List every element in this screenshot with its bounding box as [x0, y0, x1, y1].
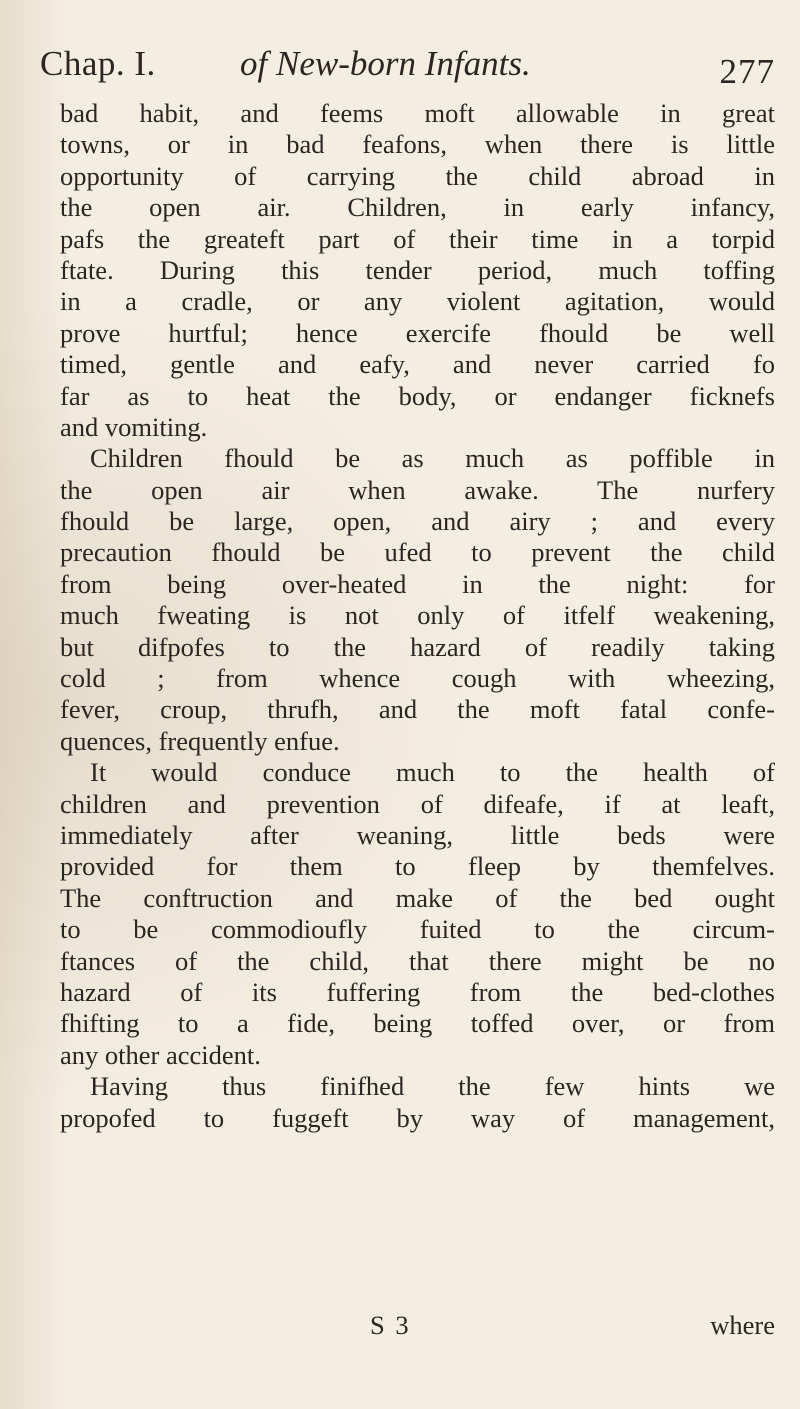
- text-line: The conftruction and make of the bed ought: [60, 882, 775, 913]
- text-line: prove hurtful; hence exercife fhould be well: [60, 317, 775, 348]
- text-line: the open air. Children, in early infancy,: [60, 192, 775, 223]
- text-line: much fweating is not only of itfelf weakening,: [60, 600, 775, 631]
- text-line: provided for them to fleep by themfelves.: [60, 851, 775, 882]
- text-line: fhould be large, open, and airy ; and every: [60, 506, 775, 537]
- text-line: bad habit, and feems moft allowable in great: [60, 98, 775, 128]
- text-line: quences, frequently enfue.: [60, 725, 340, 756]
- body-text: [60, 98, 775, 1134]
- text-line: to be commodioufly fuited to the circum-: [60, 914, 775, 945]
- text-line: far as to heat the body, or endanger ficknefs: [60, 380, 775, 411]
- text-line: opportunity of carrying the child abroad in: [60, 160, 775, 191]
- catchword: where: [710, 1310, 775, 1340]
- page-footer: [60, 1308, 775, 1348]
- signature-mark: S 3: [370, 1310, 411, 1340]
- text-line: but difpofes to the hazard of readily taking: [60, 631, 775, 662]
- text-line: fhifting to a fide, being toffed over, or from: [60, 1008, 775, 1039]
- text-line: ftances of the child, that there might be no: [60, 945, 775, 976]
- text-line: from being over-heated in the night: for: [60, 568, 775, 599]
- chapter-label: Chap. I.: [40, 44, 156, 83]
- text-line: It would conduce much to the health of: [90, 757, 775, 788]
- text-line: timed, gentle and eafy, and never carried fo: [60, 349, 775, 380]
- text-line: precaution fhould be ufed to prevent the child: [60, 537, 775, 568]
- text-line: the open air when awake. The nurfery: [60, 474, 775, 505]
- text-line: and vomiting.: [60, 411, 208, 442]
- text-line: propofed to fuggeft by way of management,: [60, 1102, 775, 1133]
- text-line: immediately after weaning, little beds were: [60, 819, 775, 850]
- text-line: any other accident.: [60, 1039, 261, 1070]
- text-line: Children fhould be as much as poffible in: [90, 443, 775, 474]
- text-line: hazard of its fuffering from the bed-clothes: [60, 976, 775, 1007]
- page-number: 277: [719, 52, 775, 91]
- text-line: towns, or in bad feafons, when there is little: [60, 129, 775, 160]
- page-header: [40, 40, 775, 100]
- text-line: pafs the greateft part of their time in a torpid: [60, 223, 775, 254]
- text-line: fever, croup, thrufh, and the moft fatal confe-: [60, 694, 775, 725]
- text-line: in a cradle, or any violent agitation, would: [60, 286, 775, 317]
- text-line: ftate. During this tender period, much toffing: [60, 254, 775, 285]
- text-line: cold ; from whence cough with wheezing,: [60, 663, 775, 694]
- text-line: Having thus finifhed the few hints we: [90, 1071, 775, 1102]
- text-line: children and prevention of difeafe, if at leaft,: [60, 788, 775, 819]
- running-title: of New-born Infants.: [240, 44, 531, 83]
